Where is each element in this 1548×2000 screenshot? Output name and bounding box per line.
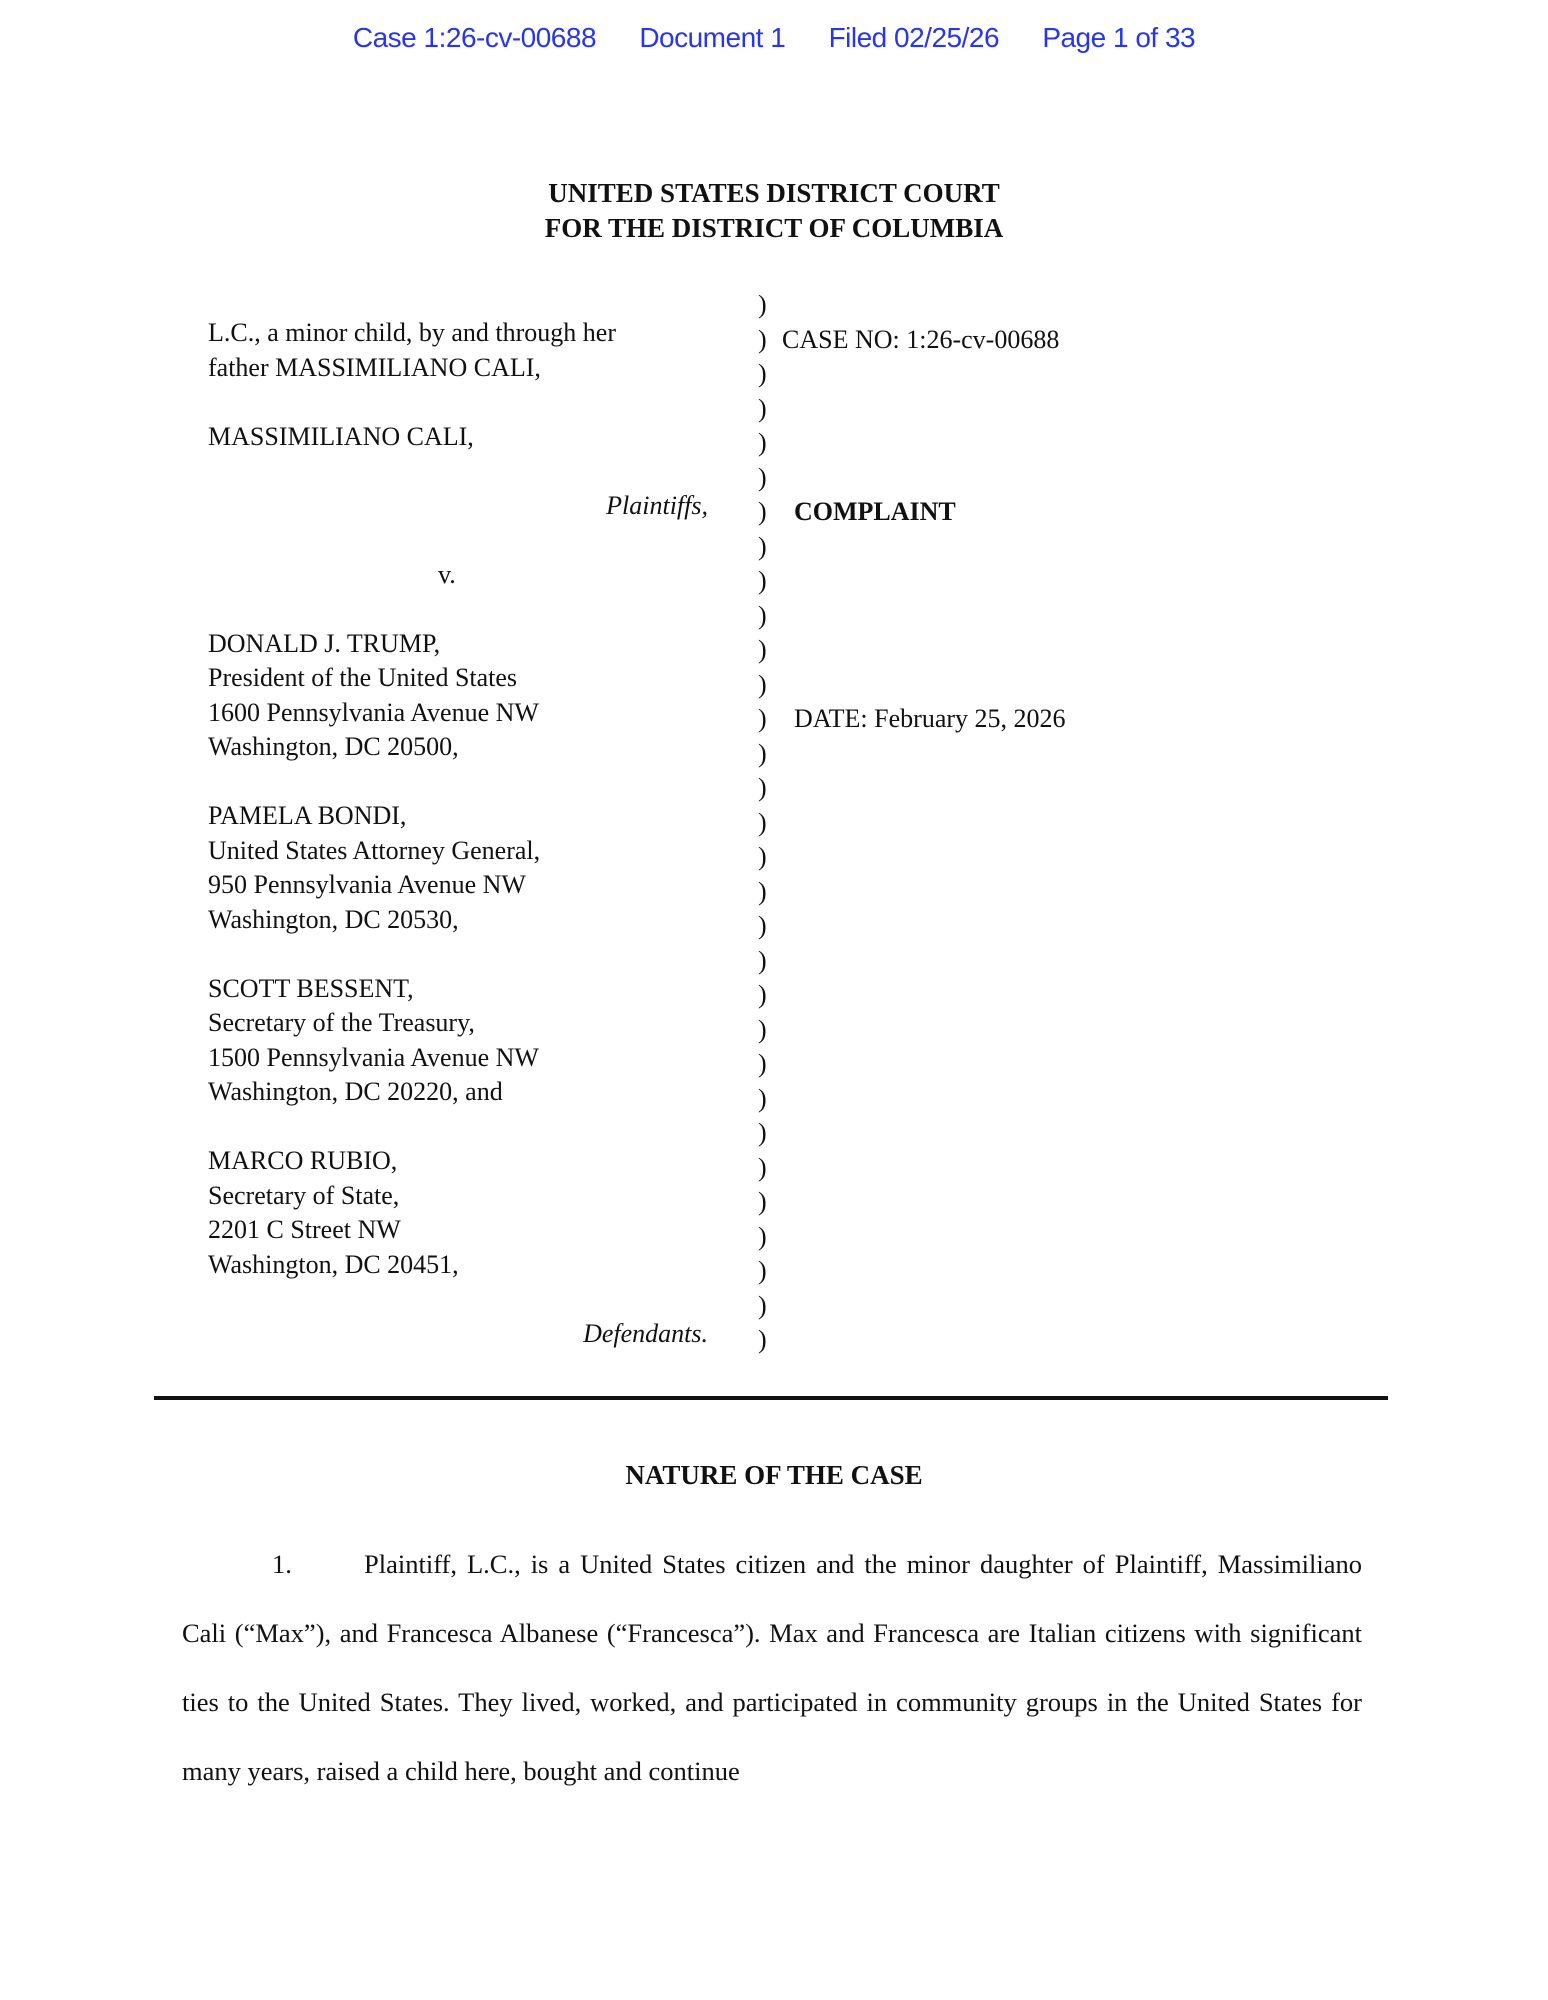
versus: v. — [438, 559, 456, 589]
caption-divider — [154, 1396, 1388, 1400]
caption-bracket: ) — [758, 842, 767, 871]
caption-bracket: ) — [758, 324, 767, 354]
caption-bracket: ) — [758, 773, 767, 802]
defendant-rubio: MARCO RUBIO, Secretary of State, 2201 C Street NW Washington, DC 20451, — [208, 1146, 459, 1279]
caption-bracket: ) — [758, 393, 767, 423]
document-type: COMPLAINT — [794, 497, 956, 526]
caption-bracket: ) — [758, 1187, 767, 1216]
caption-bracket: ) — [758, 1152, 767, 1182]
caption-bracket: ) — [758, 290, 767, 319]
caption-bracket: ) — [758, 738, 767, 768]
court-title-line-1: UNITED STATES DISTRICT COURT — [548, 178, 1000, 208]
caption-bracket: ) — [758, 980, 767, 1009]
caption-bracket: ) — [758, 669, 767, 699]
caption-bracket: ) — [758, 911, 767, 940]
caption-bracket: ) — [758, 1256, 767, 1285]
caption-bracket: ) — [758, 1049, 767, 1078]
caption-bracket: ) — [758, 1083, 767, 1113]
caption-bracket: ) — [758, 428, 767, 457]
defendants-role: Defendants. — [583, 1318, 708, 1348]
caption-bracket: ) — [758, 497, 767, 526]
caption-bracket: ) — [758, 600, 767, 630]
caption-bracket: ) — [758, 1014, 767, 1044]
header-case-number: Case 1:26-cv-00688 — [352, 22, 597, 53]
header-filed-date: Filed 02/25/26 — [828, 22, 1000, 53]
defendant-bessent: SCOTT BESSENT, Secretary of the Treasury, 1500 Pennsylvania Avenue NW Washington, DC 20220, and — [208, 973, 539, 1106]
header-document-number: Document 1 — [639, 22, 786, 53]
caption-bracket: ) — [758, 462, 767, 492]
plaintiffs-role: Plaintiffs, — [606, 490, 708, 520]
caption-bracket: ) — [758, 566, 767, 595]
caption-bracket: ) — [758, 635, 767, 664]
caption-bracket: ) — [758, 1325, 767, 1354]
caption-bracket: ) — [758, 945, 767, 975]
plaintiff-father: MASSIMILIANO CALI, — [208, 421, 474, 451]
paragraph-1 — [182, 1530, 1362, 1806]
caption-bracket: ) — [758, 704, 767, 733]
section-heading: NATURE OF THE CASE — [625, 1460, 923, 1490]
case-number: CASE NO: 1:26-cv-00688 — [782, 324, 1060, 354]
caption-bracket-column — [758, 288, 778, 1358]
caption-parties — [208, 316, 748, 1351]
caption-bracket: ) — [758, 1221, 767, 1251]
caption-bracket: ) — [758, 359, 767, 388]
ecf-header — [0, 22, 1548, 54]
plaintiff-minor: L.C., a minor child, by and through her father MASSIMILIANO CALI, — [208, 318, 616, 382]
caption-bracket: ) — [758, 876, 767, 906]
defendant-bondi: PAMELA BONDI, United States Attorney General, 950 Pennsylvania Avenue NW Washington, DC 20530, — [208, 801, 541, 934]
court-title — [0, 176, 1548, 246]
defendant-trump: DONALD J. TRUMP, President of the United States 1600 Pennsylvania Avenue NW Washington, DC 20500, — [208, 628, 539, 761]
caption-bracket: ) — [758, 807, 767, 837]
header-page-number: Page 1 of 33 — [1042, 22, 1196, 53]
caption-bracket: ) — [758, 1290, 767, 1320]
filing-date: DATE: February 25, 2026 — [794, 704, 1066, 733]
paragraph-text: Plaintiff, L.C., is a United States citizen and the minor daughter of Plaintiff, Massimiliano Cali (“Max”), and Francesca Albanese (“Francesca”). Max and Francesca are Italian citizens with significant ties to the United States. They lived, worked, and participated in community groups in the United States for many years, raised a child here, bought and continue — [182, 1549, 1362, 1786]
paragraph-number: 1. — [272, 1549, 292, 1579]
caption-bracket: ) — [758, 1118, 767, 1147]
caption-bracket: ) — [758, 531, 767, 561]
court-title-line-2: FOR THE DISTRICT OF COLUMBIA — [544, 213, 1004, 243]
